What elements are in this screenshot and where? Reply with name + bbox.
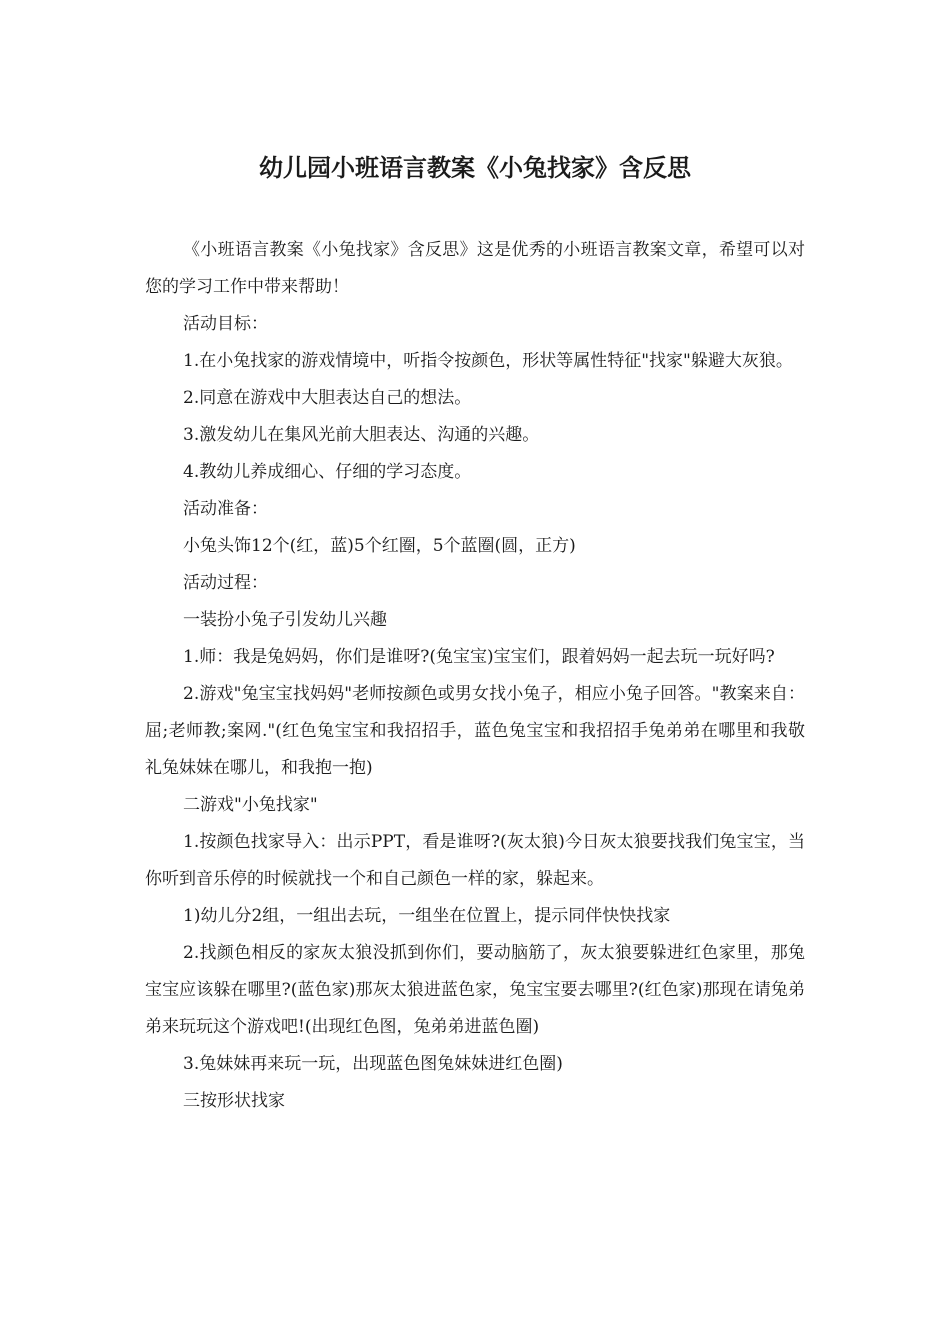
- heading-activity-process: 活动过程：: [183, 573, 268, 593]
- heading-activity-preparation: 活动准备：: [183, 499, 268, 519]
- goal-item-3: 3.激发幼儿在集风光前大胆表达、沟通的兴趣。: [183, 425, 540, 445]
- document-title: 幼儿园小班语言教案《小兔找家》含反思: [259, 154, 691, 182]
- goal-item-2: 2.同意在游戏中大胆表达自己的想法。: [183, 388, 472, 408]
- goal-item-4: 4.教幼儿养成细心、仔细的学习态度。: [183, 462, 472, 482]
- document-body: [145, 232, 805, 1120]
- process-section-2: 二游戏"小兔找家": [183, 795, 318, 815]
- process-section-1: 一装扮小兔子引发幼儿兴趣: [183, 610, 387, 630]
- preparation-materials: 小兔头饰12个(红，蓝)5个红圈，5个蓝圈(圆，正方): [183, 536, 576, 556]
- goal-item-1: 1.在小兔找家的游戏情境中，听指令按颜色，形状等属性特征"找家"躲避大灰狼。: [183, 351, 793, 371]
- process-step-2-3: 3.兔妹妹再来玩一玩，出现蓝色图兔妹妹进红色圈): [183, 1054, 563, 1074]
- process-step-1-1: 1.师：我是兔妈妈，你们是谁呀?(兔宝宝)宝宝们，跟着妈妈一起去玩一玩好吗?: [183, 647, 775, 667]
- heading-activity-goals: 活动目标：: [183, 314, 268, 334]
- process-step-2-1: 1.按颜色找家导入：出示PPT，看是谁呀?(灰太狼)今日灰太狼要找我们兔宝宝，当你听到音乐停的时候就找一个和自己颜色一样的家，躲起来。: [145, 832, 805, 889]
- process-step-2-1-sub: 1)幼儿分2组，一组出去玩，一组坐在位置上，提示同伴快快找家: [183, 906, 671, 926]
- process-section-3: 三按形状找家: [183, 1091, 285, 1111]
- process-step-2-2: 2.找颜色相反的家灰太狼没抓到你们，要动脑筋了，灰太狼要躲进红色家里，那兔宝宝应该躲在哪里?(蓝色家)那灰太狼进蓝色家，兔宝宝要去哪里?(红色家)那现在请兔弟弟来玩玩这个游戏吧!(出现红色图，兔弟弟进蓝色圈): [145, 943, 805, 1037]
- process-step-1-2: 2.游戏"兔宝宝找妈妈"老师按颜色或男女找小兔子，相应小兔子回答。"教案来自：屈;老师教;案网."(红色兔宝宝和我招招手，蓝色兔宝宝和我招招手兔弟弟在哪里和我敬礼兔妹妹在哪儿，和我抱一抱): [145, 684, 805, 778]
- paragraph-intro: 《小班语言教案《小兔找家》含反思》这是优秀的小班语言教案文章，希望可以对您的学习工作中带来帮助！: [145, 240, 805, 297]
